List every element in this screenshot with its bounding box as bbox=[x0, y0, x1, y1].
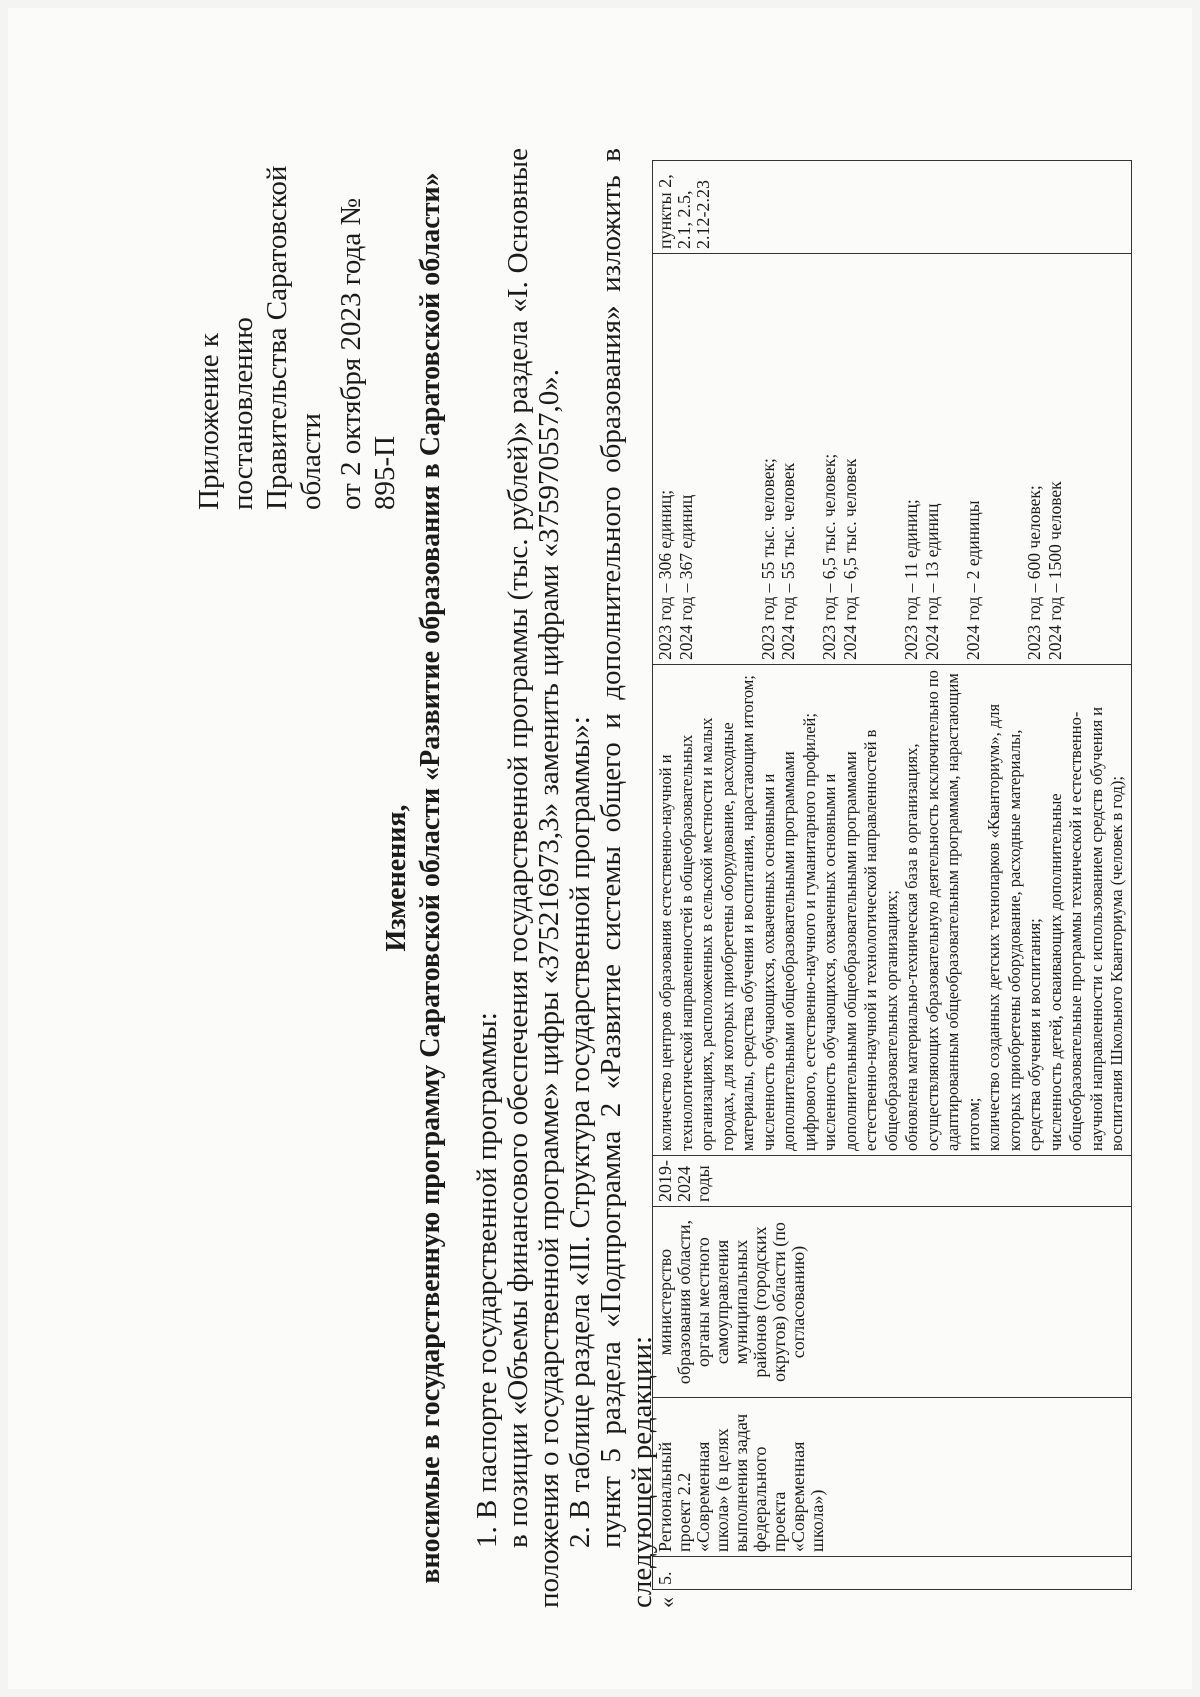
value-line: 2024 год – 367 единиц bbox=[675, 494, 696, 660]
appendix-line-2: Правительства Саратовской области bbox=[261, 165, 327, 510]
value-line: 2023 год – 55 тыс. человек; bbox=[757, 458, 778, 660]
cell-years: 2019-2024 годы bbox=[653, 1156, 1132, 1207]
rotated-content bbox=[68, 148, 1126, 1608]
body-text bbox=[472, 148, 658, 1608]
indicator-item: численность обучающихся, охваченных основными и дополнительными общеобразовательными программами естественно-научной и технологической направленностей в общеобразовательных организациях; bbox=[820, 729, 901, 1151]
indicator-item: обновлена материально-техническая база в организациях, осуществляющих образовательную деятельность исключительно по адаптированным общеобразовательным программам, нарастающим итогом; bbox=[902, 670, 983, 1151]
cell-indicators bbox=[653, 665, 1132, 1156]
value-line: 2023 год – 306 единиц; bbox=[655, 489, 675, 660]
paragraph-1: 1. В паспорте государственной программы: bbox=[471, 1012, 503, 1548]
value-line: 2023 год – 11 единиц; bbox=[901, 499, 921, 660]
value-line bbox=[697, 258, 718, 660]
value-line bbox=[718, 258, 739, 660]
paragraph-4: пункт 5 раздела «Подпрограмма 2 «Развитие системы общего и дополнительного образования» изложить в следующей редакции: bbox=[595, 148, 658, 1608]
value-line bbox=[861, 258, 882, 660]
heading-title: Изменения, bbox=[381, 804, 412, 952]
document-page bbox=[8, 8, 1192, 1689]
cell-project: Региональный проект 2.2 «Современная школа» (в целях выполнения задач федерального проекта «Современная школа») bbox=[653, 1398, 1132, 1557]
indicator-item: количество созданных детских технопарков «Кванториум», для которых приобретены оборудование, расходные материалы, средства обучения и воспитания; bbox=[984, 703, 1044, 1151]
appendix-line-3: от 2 октября 2023 года № 895-П bbox=[335, 197, 401, 510]
heading-subtitle: вносимые в государственную программу Саратовской области «Развитие образования в Саратовской области» bbox=[415, 172, 446, 1584]
cell-number: 5. bbox=[653, 1557, 1132, 1590]
value-line: 2024 год – 1500 человек bbox=[1044, 481, 1065, 660]
value-line bbox=[943, 258, 964, 660]
indicator-item: численность обучающихся, охваченных основными и дополнительными общеобразовательными программами цифрового, естественно-научного и гуманитарного профилей; bbox=[758, 713, 819, 1151]
paragraph-2: в позиции «Объемы финансового обеспечения государственной программы (тыс. рублей)» раздела «I. Основные положения о государственной программе» цифры «375216973,3» заменить цифрами «375970557,0». bbox=[502, 148, 565, 1608]
value-line: 2023 год – 6,5 тыс. человек; bbox=[819, 453, 839, 660]
table-row bbox=[653, 161, 1132, 1590]
value-line bbox=[800, 258, 821, 660]
value-line bbox=[984, 258, 1005, 660]
value-line: 2024 год – 13 единиц bbox=[921, 503, 942, 660]
cell-executor: министерство образования области, органы местного самоуправления муниципальных районов (городских округов) области (по согласованию) bbox=[653, 1207, 1132, 1398]
indicator-item: численность детей, осваивающих дополнительные общеобразовательные программы технической и естественно-научной направленности с использованием средств обучения и воспитания Школьного Кванториума (человек в год); bbox=[1045, 706, 1126, 1151]
value-line: 2024 год – 6,5 тыс. человек bbox=[839, 458, 860, 660]
value-line bbox=[738, 258, 759, 660]
value-line bbox=[1005, 258, 1026, 660]
cell-points: пункты 2, 2.1, 2.5, 2.12-2.23 bbox=[653, 161, 1132, 254]
value-line: 2024 год – 55 тыс. человек bbox=[778, 462, 798, 660]
cell-values bbox=[653, 254, 1132, 665]
program-structure-table bbox=[652, 160, 1132, 1590]
appendix-line-1: Приложение к постановлению bbox=[193, 317, 259, 510]
document-heading bbox=[380, 148, 448, 1608]
indicator-item: количество центров образования естественно-научной и технологической направленностей в общеобразовательных организациях, расположенных в сельской местности и малых городах, для которых приобретены оборудование, расходные материалы, средства обучения и воспитания, нарастающим итогом; bbox=[656, 675, 757, 1151]
value-line: 2023 год – 600 человек; bbox=[1024, 485, 1044, 660]
value-line: 2024 год – 2 единицы bbox=[962, 500, 983, 660]
appendix-block bbox=[192, 150, 402, 510]
open-quote: « bbox=[654, 1597, 679, 1608]
paragraph-3: 2. В таблице раздела «III. Структура государственной программы»: bbox=[564, 716, 596, 1548]
value-line bbox=[882, 258, 903, 660]
